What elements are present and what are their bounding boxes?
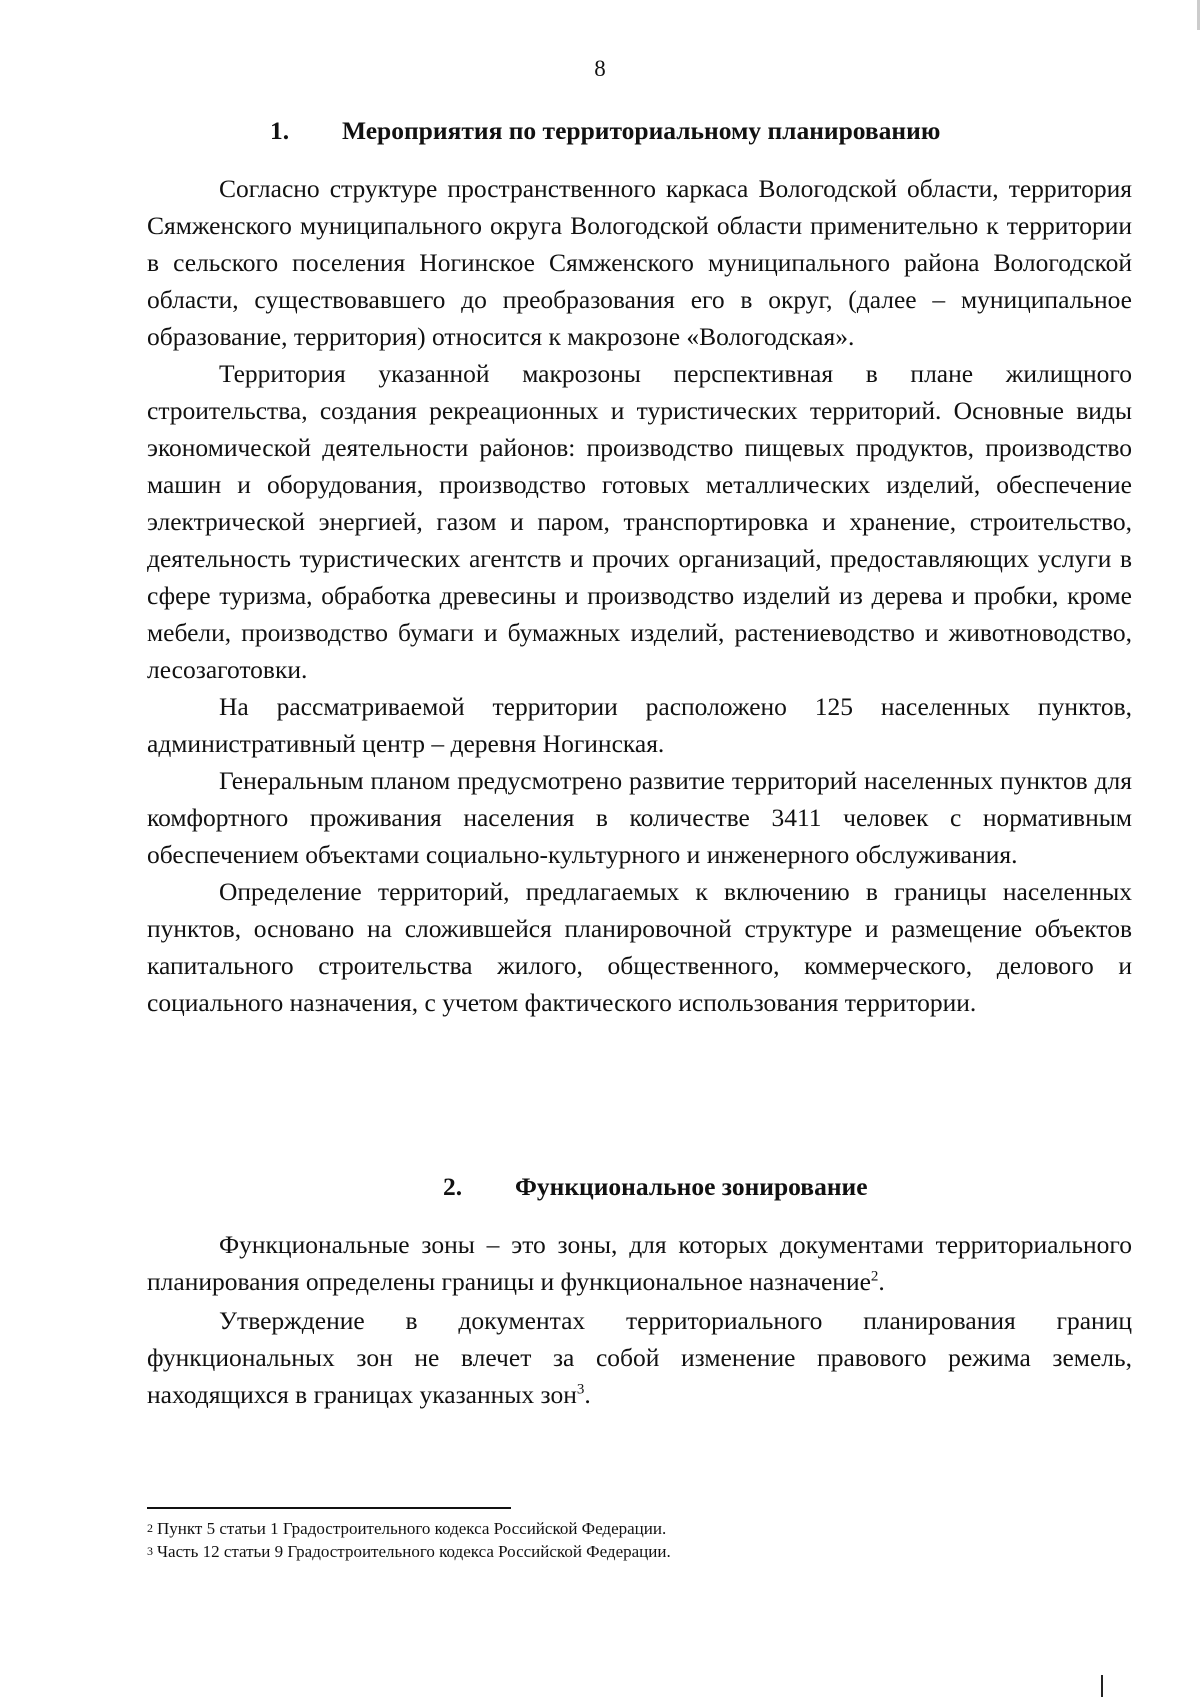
section-2-body xyxy=(147,1226,1132,1413)
scan-artifact-mark xyxy=(1101,1675,1103,1697)
section-title: Мероприятия по территориальному планированию xyxy=(342,116,941,145)
footnote-ref[interactable]: 3 xyxy=(576,1381,585,1398)
paragraph xyxy=(147,1226,1132,1300)
footnote-mark: 3 xyxy=(147,1544,153,1558)
footnote xyxy=(147,1540,1132,1563)
footnote-text: Пункт 5 статьи 1 Градостроительного кодекса Российской Федерации. xyxy=(157,1519,667,1538)
footnote-mark: 2 xyxy=(147,1521,153,1535)
paragraph: Территория указанной макрозоны перспективная в плане жилищного строительства, создания рекреационных и туристических территорий. Основные виды экономической деятельности районов: производство пищевых продуктов, производство машин и оборудования, производство готовых металлических изделий, обеспечение электрической энергией, газом и паром, транспортировка и хранение, строительство, деятельность туристических агентств и прочих организаций, предоставляющих услуги в сфере туризма, обработка древесины и производство изделий из дерева и пробки, кроме мебели, производство бумаги и бумажных изделий, растениеводство и животноводство, лесозаготовки. xyxy=(147,359,1132,684)
paragraph-end: . xyxy=(878,1267,885,1296)
paragraph: Генеральным планом предусмотрено развитие территорий населенных пунктов для комфортного проживания населения в количестве 3411 человек с нормативным обеспечением объектами социально-культурного и инженерного обслуживания. xyxy=(147,766,1132,869)
section-number: 1. xyxy=(270,116,290,145)
footnote xyxy=(147,1517,1132,1540)
footnotes xyxy=(147,1517,1132,1563)
paragraph-text: Функциональные зоны – это зоны, для которых документами территориального планирования определены границы и функциональное назначение xyxy=(147,1230,1132,1296)
footnote-separator xyxy=(147,1507,511,1509)
footnote-ref[interactable]: 2 xyxy=(870,1268,879,1285)
paragraph: Определение территорий, предлагаемых к включению в границы населенных пунктов, основано на сложившейся планировочной структуре и размещение объектов капитального строительства жилого, общественного, коммерческого, делового и социального назначения, с учетом фактического использования территории. xyxy=(147,877,1132,1017)
section-number: 2. xyxy=(443,1172,463,1201)
paragraph xyxy=(147,1302,1132,1413)
section-title: Функциональное зонирование xyxy=(515,1172,868,1201)
section-1-body xyxy=(147,170,1132,1021)
paragraph: Согласно структуре пространственного каркаса Вологодской области, территория Сямженского муниципального округа Вологодской области применительно к территории в сельского поселения Ногинское Сямженского муниципального района Вологодской области, существовавшего до преобразования его в округ, (далее – муниципальное образование, территория) относится к макрозоне «Вологодская». xyxy=(147,174,1132,351)
page-number: 8 xyxy=(594,56,606,81)
paragraph: На рассматриваемой территории расположено 125 населенных пунктов, административный центр – деревня Ногинская. xyxy=(147,692,1132,758)
footnote-text: Часть 12 статьи 9 Градостроительного кодекса Российской Федерации. xyxy=(157,1542,671,1561)
paragraph-text: Утверждение в документах территориального планирования границ функциональных зон не влечет за собой изменение правового режима земель, находящихся в границах указанных зон xyxy=(147,1306,1132,1409)
paragraph-end: . xyxy=(584,1380,591,1409)
